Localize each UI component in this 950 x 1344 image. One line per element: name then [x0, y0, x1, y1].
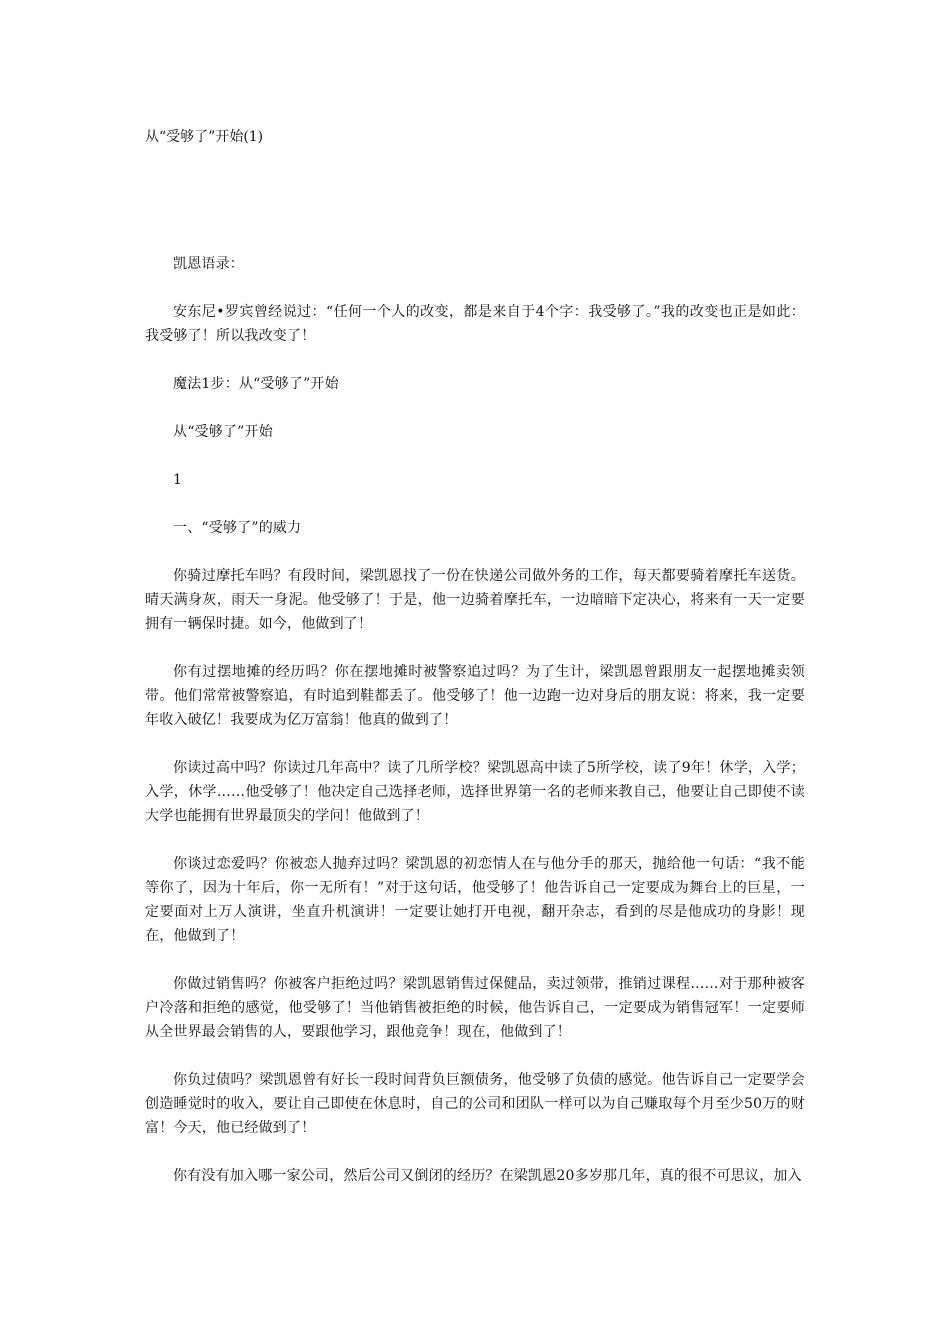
paragraph-step-heading: 魔法1步：从“受够了”开始	[173, 376, 339, 392]
paragraph-quote-heading: 凯恩语录：	[173, 256, 244, 272]
paragraph-debt: 你负过债吗？梁凯恩曾有好长一段时间背负巨额债务，他受够了负债的感觉。他告诉自己一定要学会创造睡觉时的收入，要让自己即使在休息时，自己的公司和团队一样可以为自己赚取每个月至少50万的财富！今天，他已经做到了！	[145, 1072, 805, 1136]
paragraph-romance: 你谈过恋爱吗？你被恋人抛弃过吗？梁凯恩的初恋情人在与他分手的那天，抛给他一句话：“我不能等你了，因为十年后，你一无所有！”对于这句话，他受够了！他告诉自己一定要成为舞台上的巨星，一定要面对上万人演讲，坐直升机演讲！一定要让她打开电视，翻开杂志，看到的尽是他成功的身影！现在，他做到了！	[145, 856, 805, 944]
paragraph-robbins-quote: 安东尼•罗宾曾经说过：“任何一个人的改变，都是来自于4个字：我受够了。”我的改变也正是如此：我受够了！所以我改变了！	[145, 304, 805, 344]
paragraph-subsection-heading: 一、“受够了”的威力	[173, 520, 302, 536]
paragraph-section-heading: 从“受够了”开始	[173, 424, 273, 440]
paragraph-high-school: 你读过高中吗？你读过几年高中？读了几所学校？梁凯恩高中读了5所学校，读了9年！休学，入学；入学，休学……他受够了！他决定自己选择老师，选择世界第一名的老师来教自己，他要让自己即使不读大学也能拥有世界最顶尖的学问！他做到了！	[145, 760, 805, 824]
paragraph-company-closure: 你有没有加入哪一家公司，然后公司又倒闭的经历？在梁凯恩20多岁那几年，真的很不可思议，加入	[173, 1168, 802, 1184]
document-title: 从“受够了”开始(1)	[145, 129, 264, 145]
paragraph-sales: 你做过销售吗？你被客户拒绝过吗？梁凯恩销售过保健品，卖过领带，推销过课程……对于那种被客户冷落和拒绝的感觉，他受够了！当他销售被拒绝的时候，他告诉自己，一定要成为销售冠军！一定要师从全世界最会销售的人，要跟他学习，跟他竞争！现在，他做到了！	[145, 976, 805, 1040]
document-body	[145, 252, 805, 1212]
paragraph-section-number: 1	[173, 472, 183, 488]
paragraph-street-stall: 你有过摆地摊的经历吗？你在摆地摊时被警察追过吗？为了生计，梁凯恩曾跟朋友一起摆地摊卖领带。他们常常被警察追，有时追到鞋都丢了。他受够了！他一边跑一边对身后的朋友说：将来，我一定要年收入破亿！我要成为亿万富翁！他真的做到了！	[145, 664, 805, 728]
paragraph-motorcycle: 你骑过摩托车吗？有段时间，梁凯恩找了一份在快递公司做外务的工作，每天都要骑着摩托车送货。晴天满身灰，雨天一身泥。他受够了！于是，他一边骑着摩托车，一边暗暗下定决心，将来有一天一定要拥有一辆保时捷。如今，他做到了！	[145, 568, 805, 632]
